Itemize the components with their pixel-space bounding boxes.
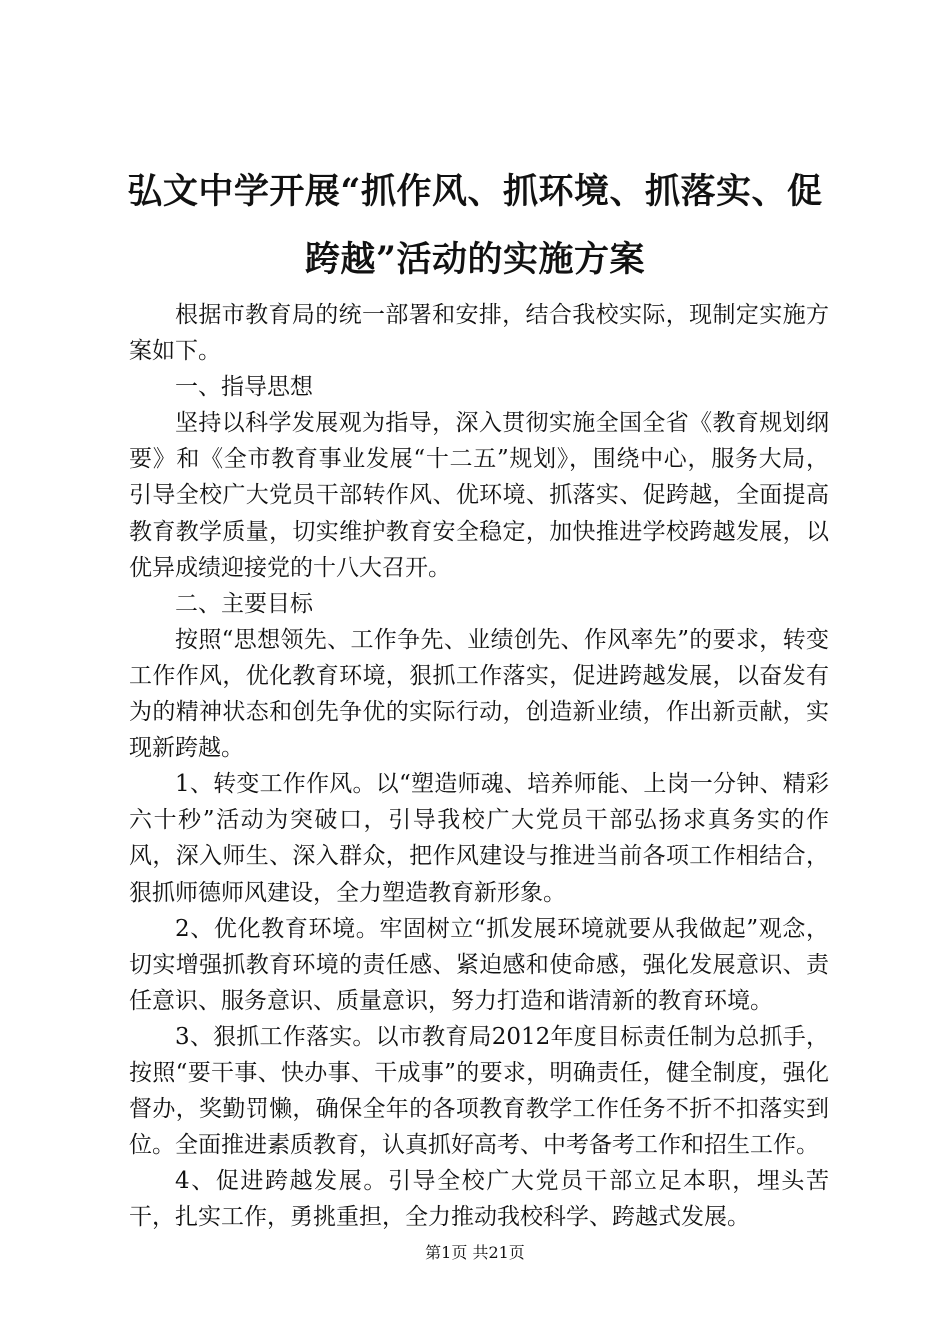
guiding-thought-paragraph: 坚持以科学发展观为指导，深入贯彻实施全国全省《教育规划纲要》和《全市教育事业发展“十二五”规划》，围绕中心，服务大局，引导全校广大党员干部转作风、优环境、抓落实、促跨越，全面提高教育教学质量，切实维护教育安全稳定，加快推进学校跨越发展，以优异成绩迎接党的十八大召开。	[129, 410, 829, 581]
goal-item-2: 2、优化教育环境。牢固树立“抓发展环境就要从我做起”观念，切实增强抓教育环境的责任感、紧迫感和使命感，强化发展意识、责任意识、服务意识、质量意识，努力打造和谐清新的教育环境。	[129, 915, 829, 1014]
goal-item-3: 3、狠抓工作落实。以市教育局2012年度目标责任制为总抓手，按照“要干事、快办事、干成事”的要求，明确责任，健全制度，强化督办，奖勤罚懒，确保全年的各项教育教学工作任务不折不扣落实到位。全面推进素质教育，认真抓好高考、中考备考工作和招生工作。	[129, 1023, 829, 1159]
main-goals-paragraph: 按照“思想领先、工作争先、业绩创先、作风率先”的要求，转变工作作风，优化教育环境，狠抓工作落实，促进跨越发展，以奋发有为的精神状态和创先争优的实际行动，创造新业绩，作出新贡献，实现新跨越。	[129, 626, 829, 762]
title-line-1: 弘文中学开展“抓作风、抓环境、抓落实、促	[127, 171, 823, 212]
page-number-footer: 第1页 共21页	[425, 1243, 525, 1262]
section-heading-main-goals: 二、主要目标	[175, 590, 313, 617]
title-line-2: 跨越”活动的实施方案	[304, 239, 646, 280]
intro-paragraph: 根据市教育局的统一部署和安排，结合我校实际，现制定实施方案如下。	[129, 302, 829, 365]
goal-item-4: 4、促进跨越发展。引导全校广大党员干部立足本职，埋头苦干，扎实工作，勇挑重担，全力推动我校科学、跨越式发展。	[129, 1168, 829, 1231]
document-title	[120, 158, 830, 294]
document-body	[129, 297, 829, 1235]
goal-item-1: 1、转变工作作风。以“塑造师魂、培养师能、上岗一分钟、精彩六十秒”活动为突破口，引导我校广大党员干部弘扬求真务实的作风，深入师生、深入群众，把作风建设与推进当前各项工作相结合，狠抓师德师风建设，全力塑造教育新形象。	[129, 771, 829, 906]
section-heading-guiding-thought: 一、指导思想	[175, 374, 313, 401]
